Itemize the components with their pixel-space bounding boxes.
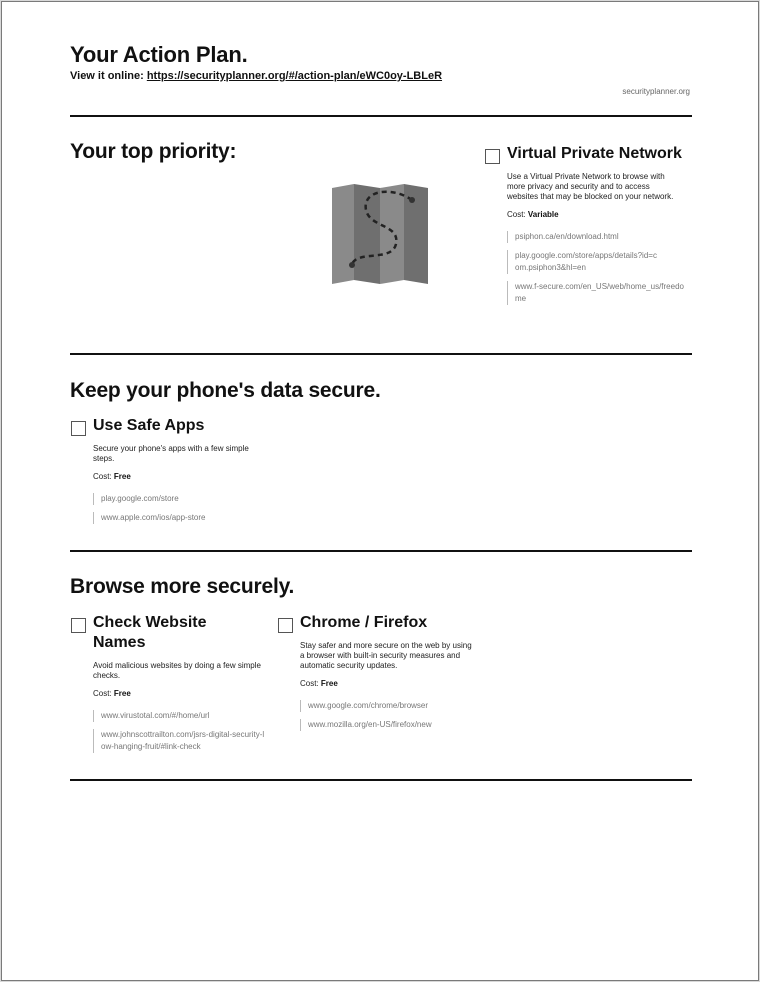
- top-priority-heading: Your top priority:: [70, 140, 237, 163]
- chrome-firefox-title: Chrome / Firefox: [300, 614, 428, 631]
- divider: [70, 115, 692, 117]
- vpn-cost: Cost: Variable: [507, 210, 559, 219]
- safe-apps-title: Use Safe Apps: [93, 417, 205, 434]
- site-name: securityplanner.org: [622, 87, 690, 96]
- safe-apps-checkbox[interactable]: [71, 421, 86, 436]
- check-website-cost: Cost: Free: [93, 689, 131, 698]
- online-prefix: View it online:: [70, 70, 147, 82]
- check-website-card: [71, 613, 271, 760]
- vpn-link-freedome[interactable]: www.f-secure.com/en_US/web/home_us/freedome: [507, 281, 685, 305]
- divider: [70, 550, 692, 552]
- safe-apps-link-play[interactable]: play.google.com/store: [93, 493, 261, 505]
- vpn-card: [485, 144, 685, 312]
- check-website-description: Avoid malicious websites by doing a few simple checks.: [93, 661, 261, 680]
- online-link-line: [70, 69, 450, 83]
- chrome-firefox-cost: Cost: Free: [300, 679, 338, 688]
- divider: [70, 353, 692, 355]
- check-website-link-johnscottrailton[interactable]: www.johnscottrailton.com/jsrs-digital-security-low-hanging-fruit/#link-check: [93, 729, 265, 753]
- vpn-checkbox[interactable]: [485, 149, 500, 164]
- vpn-link-play-store[interactable]: play.google.com/store/apps/details?id=com.psiphon3&hl=en: [507, 250, 657, 274]
- vpn-title: Virtual Private Network: [507, 145, 682, 162]
- document-page: [1, 1, 759, 981]
- chrome-firefox-link-mozilla[interactable]: www.mozilla.org/en-US/firefox/new: [300, 719, 478, 731]
- chrome-firefox-card: [278, 613, 478, 738]
- vpn-link-psiphon[interactable]: psiphon.ca/en/download.html: [507, 231, 685, 243]
- vpn-description: Use a Virtual Private Network to browse with more privacy and security and to access websites that may be blocked on your network.: [507, 172, 674, 201]
- page-title: Your Action Plan.: [70, 42, 248, 67]
- phone-section-heading: Keep your phone's data secure.: [70, 379, 381, 402]
- browse-section-heading: Browse more securely.: [70, 575, 295, 598]
- safe-apps-description: Secure your phone's apps with a few simple steps.: [93, 444, 249, 463]
- safe-apps-card: [71, 416, 261, 531]
- chrome-firefox-description: Stay safer and more secure on the web by using a browser with built-in security measures and automatic security updates.: [300, 641, 472, 670]
- chrome-firefox-link-chrome[interactable]: www.google.com/chrome/browser: [300, 700, 478, 712]
- action-plan-link[interactable]: https://securityplanner.org/#/action-plan/eWC0oy-LBLeR: [146, 70, 443, 82]
- safe-apps-cost: Cost: Free: [93, 472, 131, 481]
- check-website-link-virustotal[interactable]: www.virustotal.com/#/home/url: [93, 710, 271, 722]
- check-website-title: Check Website Names: [93, 614, 207, 651]
- safe-apps-link-apple[interactable]: www.apple.com/ios/app-store: [93, 512, 261, 524]
- chrome-firefox-checkbox[interactable]: [278, 618, 293, 633]
- check-website-checkbox[interactable]: [71, 618, 86, 633]
- divider: [70, 779, 692, 781]
- folded-map-icon: [332, 184, 428, 284]
